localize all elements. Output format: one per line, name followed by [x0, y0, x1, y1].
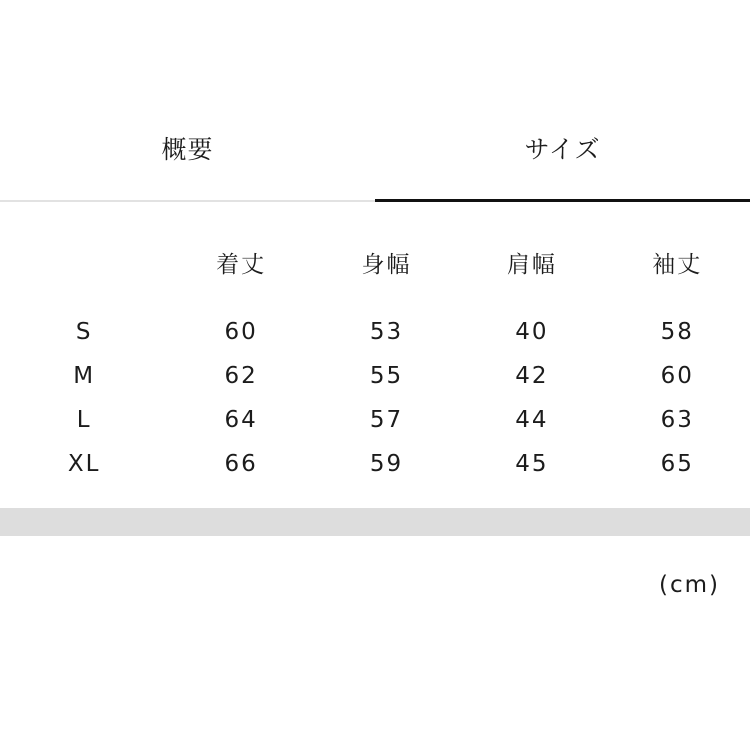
cell-m-shoulder: 42 — [515, 363, 549, 389]
row-header-s: S — [75, 319, 93, 345]
table-corner-cell — [0, 240, 168, 310]
table-row — [0, 354, 750, 398]
table-header-row — [0, 240, 750, 310]
cell-xl-width: 59 — [369, 451, 404, 477]
cell-l-width: 57 — [369, 407, 404, 433]
cell-m-length: 62 — [224, 363, 258, 389]
table-row — [0, 398, 750, 442]
size-table — [0, 240, 750, 486]
column-header-length: 着丈 — [216, 251, 267, 278]
cell-l-sleeve: 63 — [660, 407, 694, 433]
cell-s-width: 53 — [369, 319, 404, 345]
cell-s-length: 60 — [224, 319, 258, 345]
cell-s-sleeve: 58 — [660, 319, 694, 345]
cell-s-shoulder: 40 — [515, 319, 549, 345]
tab-bar — [0, 130, 750, 202]
column-header-shoulder: 肩幅 — [506, 251, 557, 278]
tab-size[interactable]: サイズ — [375, 130, 750, 202]
row-header-m: M — [73, 363, 96, 389]
column-header-sleeve: 袖丈 — [652, 251, 703, 278]
size-table-head — [0, 240, 750, 310]
cell-xl-shoulder: 45 — [515, 451, 549, 477]
table-row — [0, 442, 750, 486]
table-row — [0, 310, 750, 354]
tab-overview[interactable]: 概要 — [0, 130, 375, 202]
column-header-width: 身幅 — [361, 251, 412, 278]
cell-l-shoulder: 44 — [515, 407, 549, 433]
row-header-xl: XL — [67, 451, 101, 477]
size-table-body — [0, 310, 750, 486]
cell-l-length: 64 — [224, 407, 258, 433]
unit-note: (cm) — [659, 572, 720, 598]
row-header-l: L — [76, 407, 92, 433]
section-divider-band — [0, 508, 750, 536]
cell-xl-length: 66 — [224, 451, 258, 477]
cell-xl-sleeve: 65 — [660, 451, 694, 477]
cell-m-width: 55 — [369, 363, 404, 389]
cell-m-sleeve: 60 — [660, 363, 694, 389]
